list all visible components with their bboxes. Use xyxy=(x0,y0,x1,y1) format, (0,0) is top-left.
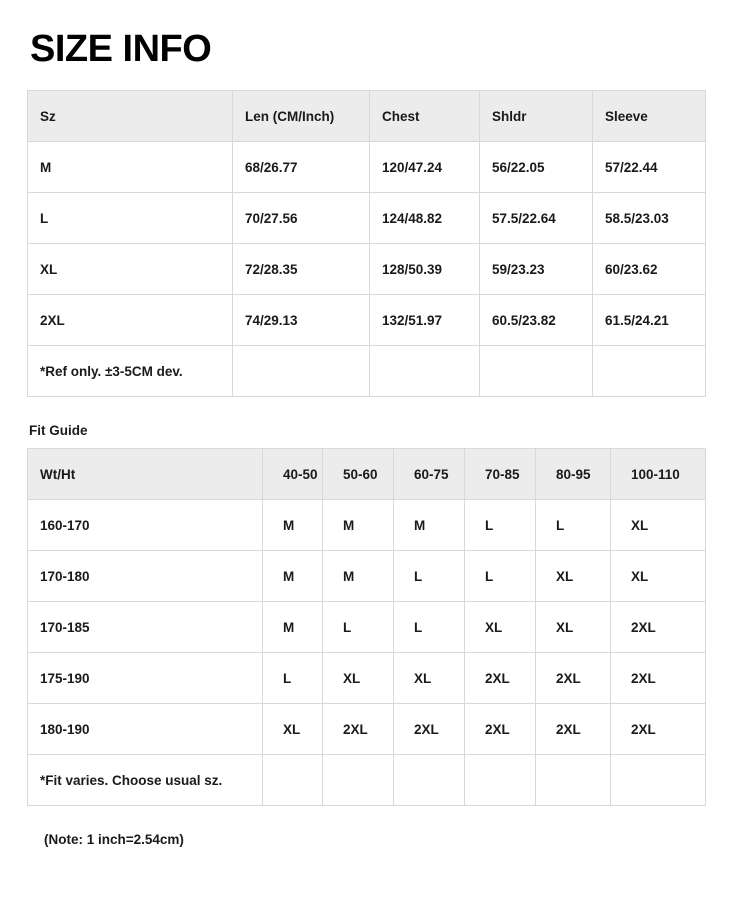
cell-fit-size: 2XL xyxy=(611,704,706,755)
empty-cell xyxy=(263,755,323,806)
cell-chest: 132/51.97 xyxy=(370,295,480,346)
cell-sleeve: 60/23.62 xyxy=(593,244,706,295)
cell-fit-size: 2XL xyxy=(536,704,611,755)
empty-cell xyxy=(536,755,611,806)
cell-fit-size: L xyxy=(394,602,465,653)
cell-size: 2XL xyxy=(28,295,233,346)
cell-sleeve: 58.5/23.03 xyxy=(593,193,706,244)
cell-height-range: 180-190 xyxy=(28,704,263,755)
fit-guide-label: Fit Guide xyxy=(29,423,88,438)
empty-cell xyxy=(323,755,394,806)
cell-sleeve: 61.5/24.21 xyxy=(593,295,706,346)
table-row xyxy=(28,653,706,704)
column-header-sleeve: Sleeve xyxy=(593,91,706,142)
table-note-row xyxy=(28,346,706,397)
cell-height-range: 170-185 xyxy=(28,602,263,653)
column-header-weight-50-60: 50-60 xyxy=(323,449,394,500)
cell-fit-size: L xyxy=(536,500,611,551)
empty-cell xyxy=(611,755,706,806)
table-row xyxy=(28,551,706,602)
conversion-footnote: (Note: 1 inch=2.54cm) xyxy=(44,832,184,847)
table-note-row xyxy=(28,755,706,806)
table-header-row xyxy=(28,91,706,142)
cell-fit-size: L xyxy=(263,653,323,704)
table-row xyxy=(28,142,706,193)
table-row xyxy=(28,193,706,244)
column-header-weight-70-85: 70-85 xyxy=(465,449,536,500)
cell-shoulder: 59/23.23 xyxy=(480,244,593,295)
cell-fit-size: XL xyxy=(465,602,536,653)
cell-fit-size: 2XL xyxy=(536,653,611,704)
fit-guide-table xyxy=(27,448,706,806)
table-row xyxy=(28,602,706,653)
cell-fit-size: XL xyxy=(611,551,706,602)
cell-fit-size: XL xyxy=(611,500,706,551)
cell-height-range: 160-170 xyxy=(28,500,263,551)
fit-guide-note: *Fit varies. Choose usual sz. xyxy=(28,755,263,806)
cell-fit-size: M xyxy=(323,551,394,602)
column-header-size: Sz xyxy=(28,91,233,142)
cell-length: 68/26.77 xyxy=(233,142,370,193)
cell-length: 74/29.13 xyxy=(233,295,370,346)
empty-cell xyxy=(394,755,465,806)
cell-shoulder: 60.5/23.82 xyxy=(480,295,593,346)
empty-cell xyxy=(593,346,706,397)
column-header-shoulder: Shldr xyxy=(480,91,593,142)
cell-length: 72/28.35 xyxy=(233,244,370,295)
cell-fit-size: M xyxy=(394,500,465,551)
cell-size: XL xyxy=(28,244,233,295)
table-row xyxy=(28,244,706,295)
cell-sleeve: 57/22.44 xyxy=(593,142,706,193)
column-header-weight-80-95: 80-95 xyxy=(536,449,611,500)
cell-fit-size: XL xyxy=(536,602,611,653)
cell-fit-size: L xyxy=(465,500,536,551)
empty-cell xyxy=(480,346,593,397)
cell-height-range: 175-190 xyxy=(28,653,263,704)
column-header-weight-height: Wt/Ht xyxy=(28,449,263,500)
cell-fit-size: 2XL xyxy=(465,704,536,755)
cell-chest: 124/48.82 xyxy=(370,193,480,244)
empty-cell xyxy=(465,755,536,806)
cell-size: L xyxy=(28,193,233,244)
cell-fit-size: L xyxy=(465,551,536,602)
cell-height-range: 170-180 xyxy=(28,551,263,602)
cell-shoulder: 57.5/22.64 xyxy=(480,193,593,244)
cell-fit-size: 2XL xyxy=(465,653,536,704)
table-row xyxy=(28,295,706,346)
cell-fit-size: 2XL xyxy=(611,602,706,653)
cell-fit-size: 2XL xyxy=(611,653,706,704)
cell-fit-size: 2XL xyxy=(323,704,394,755)
cell-length: 70/27.56 xyxy=(233,193,370,244)
cell-shoulder: 56/22.05 xyxy=(480,142,593,193)
cell-fit-size: XL xyxy=(263,704,323,755)
column-header-weight-40-50: 40-50 xyxy=(263,449,323,500)
column-header-weight-60-75: 60-75 xyxy=(394,449,465,500)
cell-fit-size: L xyxy=(394,551,465,602)
table-row xyxy=(28,704,706,755)
cell-fit-size: XL xyxy=(536,551,611,602)
cell-chest: 128/50.39 xyxy=(370,244,480,295)
size-chart-table xyxy=(27,90,706,397)
cell-chest: 120/47.24 xyxy=(370,142,480,193)
table-header-row xyxy=(28,449,706,500)
column-header-length: Len (CM/Inch) xyxy=(233,91,370,142)
cell-fit-size: M xyxy=(263,500,323,551)
table-row xyxy=(28,500,706,551)
column-header-chest: Chest xyxy=(370,91,480,142)
empty-cell xyxy=(233,346,370,397)
cell-fit-size: M xyxy=(323,500,394,551)
cell-size: M xyxy=(28,142,233,193)
empty-cell xyxy=(370,346,480,397)
cell-fit-size: M xyxy=(263,551,323,602)
cell-fit-size: XL xyxy=(323,653,394,704)
cell-fit-size: M xyxy=(263,602,323,653)
cell-fit-size: XL xyxy=(394,653,465,704)
cell-fit-size: 2XL xyxy=(394,704,465,755)
page-title: SIZE INFO xyxy=(30,28,212,70)
column-header-weight-100-110: 100-110 xyxy=(611,449,706,500)
size-table-note: *Ref only. ±3-5CM dev. xyxy=(28,346,233,397)
cell-fit-size: L xyxy=(323,602,394,653)
